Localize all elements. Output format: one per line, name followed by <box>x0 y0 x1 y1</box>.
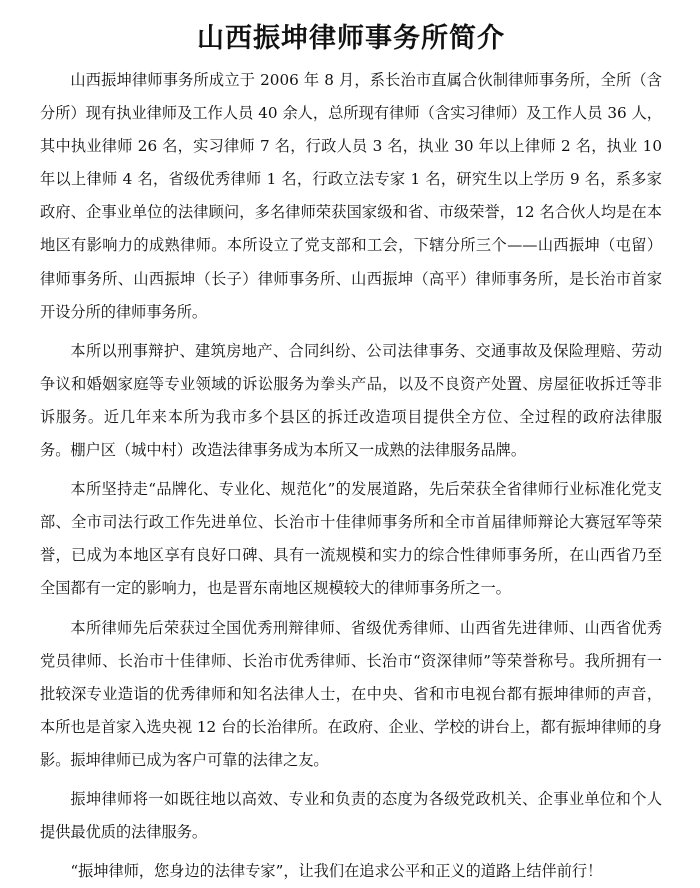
page-title: 山西振坤律师事务所简介 <box>197 23 505 54</box>
paragraph-honors: 本所坚持走“品牌化、专业化、规范化”的发展道路，先后荣获全省律师行业标准化党支部、全市司法行政工作先进单位、长治市十佳律师事务所和全市首届律师辩论大赛冠军等荣誉，已成为本地区享有良好口碑、具有一流规模和实力的综合性律师事务所，在山西省乃至全国都有一定的影响力，也是晋东南地区规模较大的律师事务所之一。 <box>40 480 662 598</box>
paragraph-services: 本所以刑事辩护、建筑房地产、合同纠纷、公司法律事务、交通事故及保险理赔、劳动争议和婚姻家庭等专业领域的诉讼服务为拳头产品，以及不良资产处置、房屋征收拆迁等非诉服务。近几年来本所为我市多个县区的拆迁改造项目提供全方位、全过程的政府法律服务。棚户区（城中村）改造法律事务成为本所又一成熟的法律服务品牌。 <box>40 341 662 460</box>
paragraph-commitment: 振坤律师将一如既往地以高效、专业和负责的态度为各级党政机关、企事业单位和个人提供最优质的法律服务。 <box>40 789 662 842</box>
paragraph-slogan: “振坤律师，您身边的法律专家”，让我们在追求公平和正义的道路上结伴前行！ <box>70 862 603 881</box>
paragraph-lawyers: 本所律师先后荣获过全国优秀刑辩律师、省级优秀律师、山西省先进律师、山西省优秀党员律师、长治市十佳律师、长治市优秀律师、长治市“资深律师”等荣誉称号。我所拥有一批较深专业造诣的优秀律师和知名法律人士，在中央、省和市电视台都有振坤律师的声音，本所也是首家入选央视 12 台的长治律所。在政府、企业、学校的讲台上，都有振坤律师的身影。振坤律师已成为客户可靠的法律之友。 <box>40 618 662 769</box>
paragraph-intro: 山西振坤律师事务所成立于 2006 年 8 月，系长治市直属合伙制律师事务所，全所（含分所）现有执业律师及工作人员 40 余人，总所现有律师（含实习律师）及工作人员 36 人，其中执业律师 26 名，实习律师 7 名，行政人员 3 名，执业 30 年以上律师 2 名，执业 10 年以上律师 4 名，省级优秀律师 1 名，行政立法专家 1 名，研究生以上学历 9 名，系多家政府、企事业单位的法律顾问，多名律师荣获国家级和省、市级荣誉，12 名合伙人均是在本地区有影响力的成熟律师。本所设立了党支部和工会，下辖分所三个——山西振坤（屯留）律师事务所、山西振坤（长子）律师事务所、山西振坤（高平）律师事务所，是长治市首家开设分所的律师事务所。 <box>40 71 662 321</box>
